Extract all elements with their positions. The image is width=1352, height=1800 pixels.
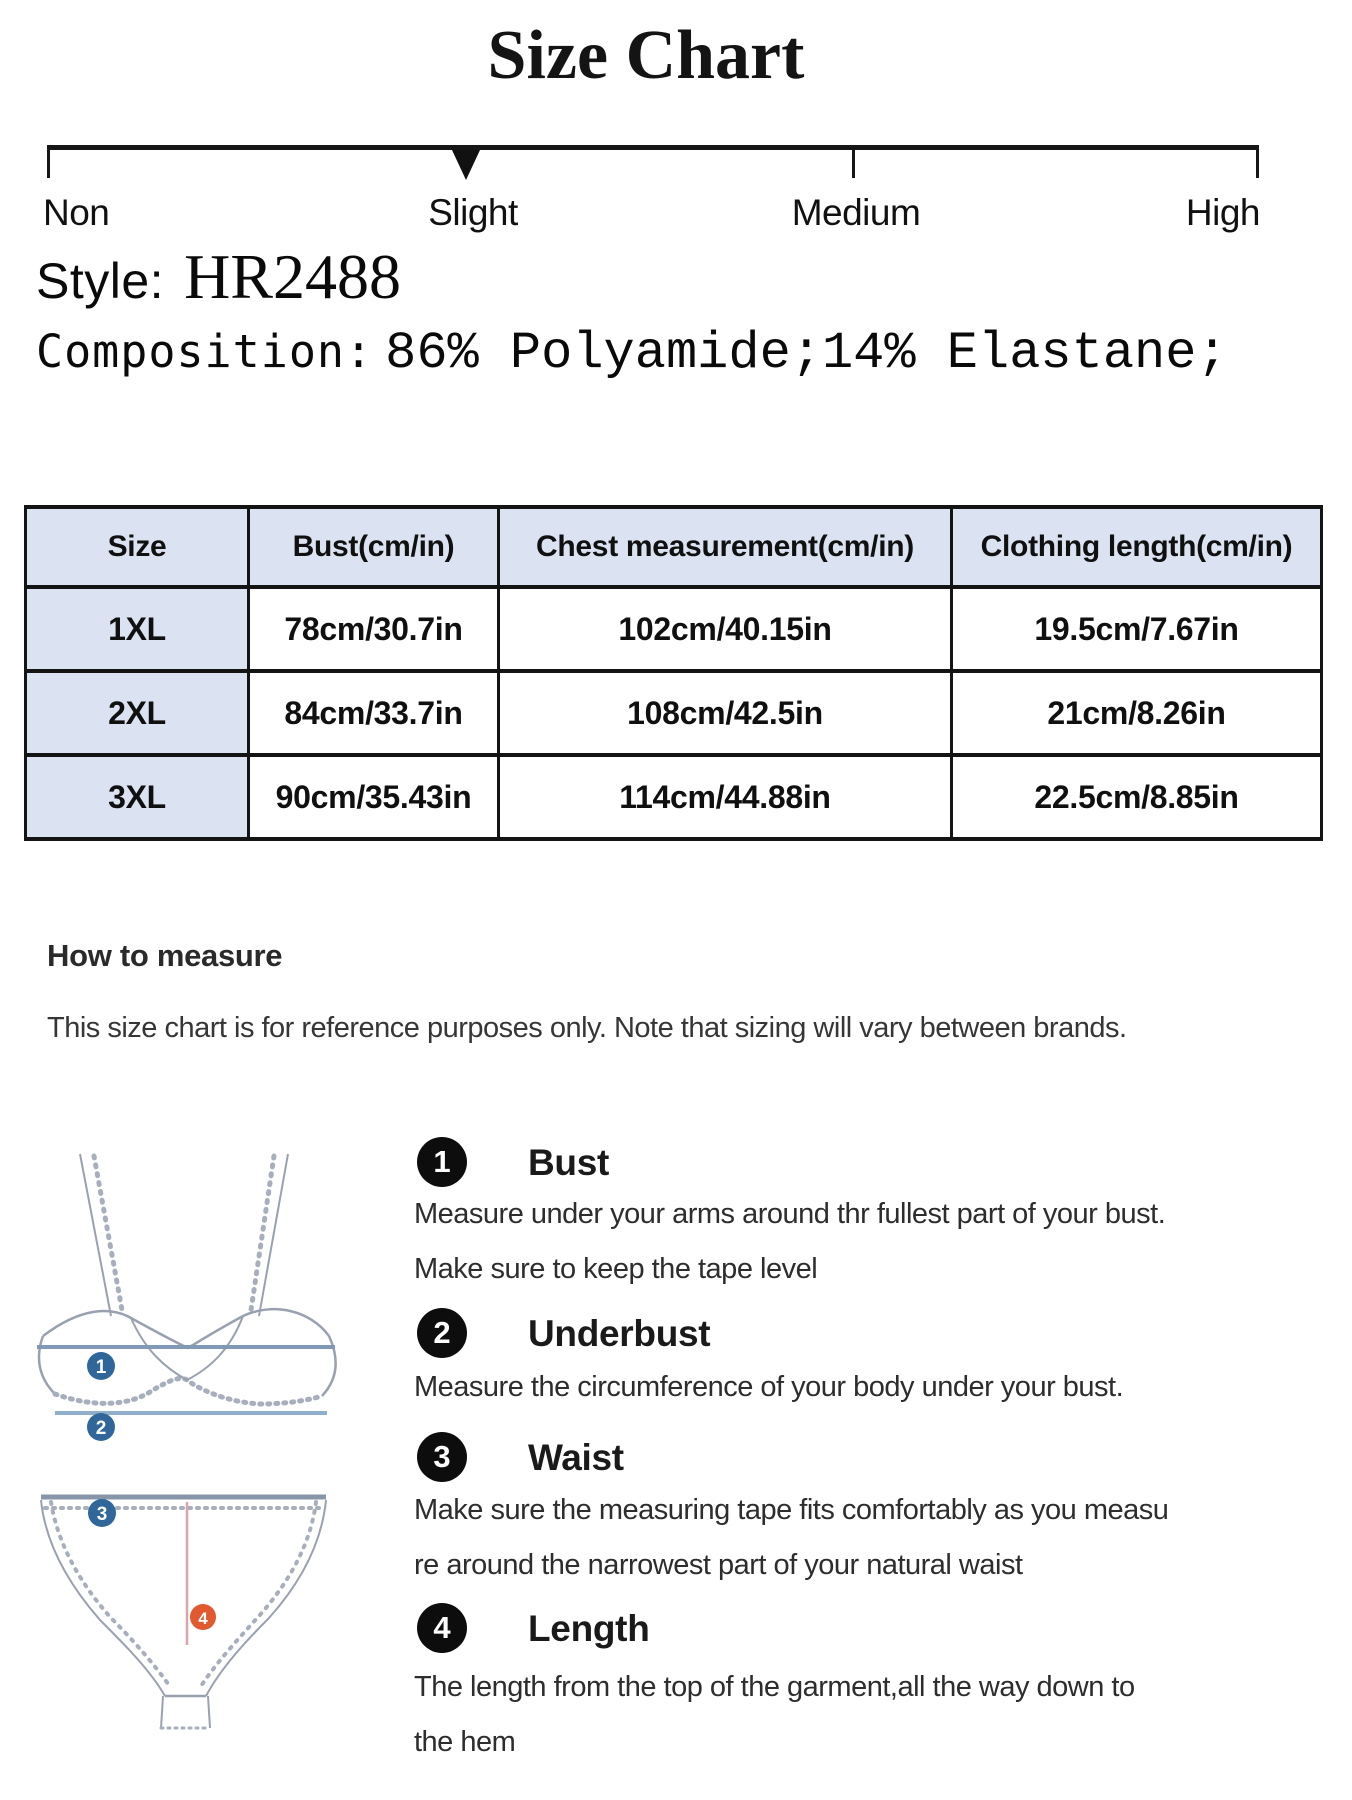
step-2-desc-line: Measure the circumference of your body under your bust. — [414, 1371, 1124, 1403]
cell-chest: 108cm/42.5in — [499, 671, 952, 755]
cell-size: 2XL — [26, 671, 249, 755]
step-4-desc-line: The length from the top of the garment,all the way down to — [414, 1671, 1135, 1703]
table-header-row — [26, 507, 1322, 587]
cell-chest: 102cm/40.15in — [499, 587, 952, 671]
cell-length: 21cm/8.26in — [952, 671, 1322, 755]
page-title: Size Chart — [487, 17, 805, 94]
scale-label-non: Non — [43, 192, 110, 233]
step-1-name: Bust — [528, 1142, 610, 1183]
marker-2-underbust — [87, 1413, 115, 1441]
composition-line — [36, 324, 1228, 383]
col-header-length: Clothing length(cm/in) — [952, 507, 1322, 587]
cell-size: 3XL — [26, 755, 249, 839]
col-header-bust: Bust(cm/in) — [249, 507, 499, 587]
svg-text:3: 3 — [96, 1504, 108, 1525]
cell-bust: 78cm/30.7in — [249, 587, 499, 671]
svg-text:4: 4 — [198, 1609, 208, 1628]
table-row — [26, 755, 1322, 839]
style-line — [36, 240, 401, 314]
scale-marker-triangle-icon — [452, 150, 480, 180]
cell-bust: 90cm/35.43in — [249, 755, 499, 839]
cell-length: 22.5cm/8.85in — [952, 755, 1322, 839]
step-4-name: Length — [528, 1608, 650, 1649]
how-to-measure-heading: How to measure — [47, 938, 283, 973]
composition-label: Composition: — [36, 325, 374, 378]
marker-4-length — [190, 1604, 216, 1630]
size-table — [24, 505, 1323, 841]
step-1-badge — [417, 1137, 467, 1187]
marker-3-waist — [88, 1499, 116, 1527]
cell-bust: 84cm/33.7in — [249, 671, 499, 755]
scale-label-medium: Medium — [791, 192, 921, 233]
step-2-number: 2 — [433, 1315, 451, 1350]
step-2-name: Underbust — [528, 1313, 711, 1354]
step-3-name: Waist — [528, 1437, 624, 1478]
scale-tick-medium — [852, 145, 855, 178]
scale-label-slight: Slight — [428, 192, 518, 233]
step-1-desc-line: Measure under your arms around thr fullest part of your bust. — [414, 1198, 1166, 1230]
bra-bottom-lace — [55, 1378, 322, 1404]
cell-size: 1XL — [26, 587, 249, 671]
lingerie-measurement-illustration — [25, 1140, 345, 1740]
scale-bar — [47, 145, 1259, 150]
cell-length: 19.5cm/7.67in — [952, 587, 1322, 671]
step-4-desc-line: the hem — [414, 1726, 516, 1758]
step-4-badge — [417, 1603, 467, 1653]
step-3-desc-line: Make sure the measuring tape fits comfortably as you measu — [414, 1494, 1169, 1526]
scale-tick-right — [1256, 145, 1259, 178]
col-header-chest: Chest measurement(cm/in) — [499, 507, 952, 587]
style-label: Style: — [36, 253, 165, 309]
table-row — [26, 587, 1322, 671]
marker-1-bust — [87, 1352, 115, 1380]
step-4-number: 4 — [433, 1610, 451, 1645]
svg-text:1: 1 — [95, 1357, 107, 1378]
step-3-badge — [417, 1432, 467, 1482]
step-2-badge — [417, 1308, 467, 1358]
cell-chest: 114cm/44.88in — [499, 755, 952, 839]
table-row — [26, 671, 1322, 755]
col-header-size: Size — [26, 507, 249, 587]
right-strap-lace — [251, 1156, 274, 1310]
step-3-number: 3 — [433, 1439, 451, 1474]
step-1-desc-line: Make sure to keep the tape level — [414, 1253, 818, 1285]
composition-value: 86% Polyamide;14% Elastane; — [385, 324, 1228, 383]
step-1-number: 1 — [433, 1144, 451, 1179]
step-3-desc-line: re around the narrowest part of your natural waist — [414, 1549, 1023, 1581]
scale-label-high: High — [1185, 192, 1260, 233]
reference-note: This size chart is for reference purposes only. Note that sizing will vary between brands. — [47, 1012, 1127, 1044]
svg-text:2: 2 — [95, 1418, 107, 1439]
left-strap-lace — [94, 1156, 122, 1310]
style-value: HR2488 — [184, 241, 401, 312]
scale-tick-left — [47, 145, 50, 178]
